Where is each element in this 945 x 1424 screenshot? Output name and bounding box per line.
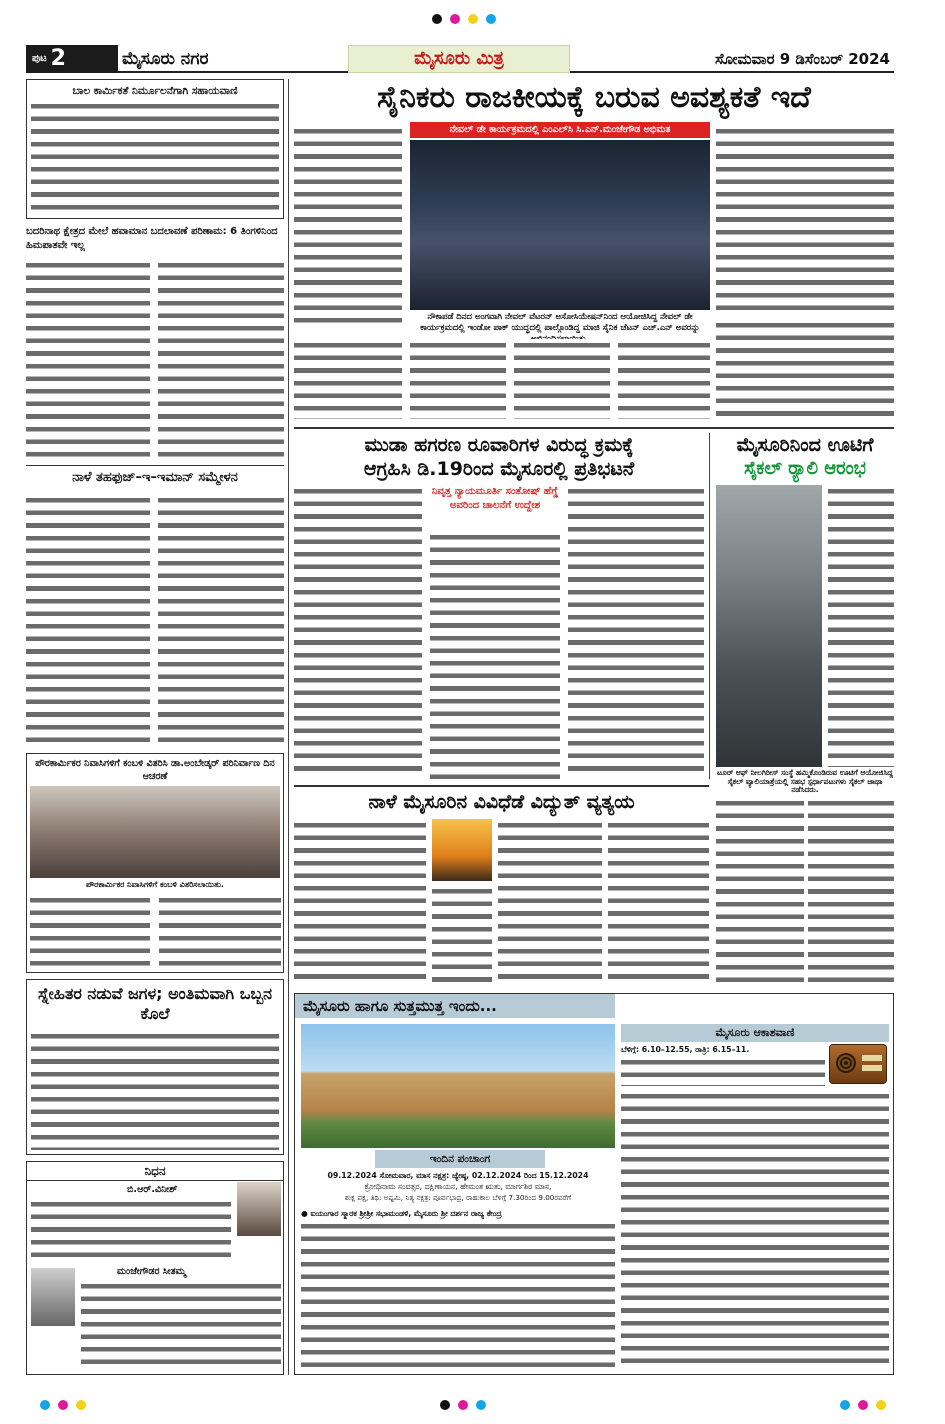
article-body: [410, 339, 506, 419]
page-number: 2: [50, 46, 66, 71]
events-first-line: ● ಐಯಂಗಾರ ಸ್ಮಾರಕ ಶ್ರೀಶ್ರೀ ಸಭಾಮಂಡಳಿ, ಮೈಸೂರು ಶ್ರೀ ದರ್ಶನ ರಾಜ್ಯ ಕೇಂದ್ರ: [301, 1209, 502, 1218]
ooty-headline-line1: ಮೈಸೂರಿನಿಂದ ಊಟಿಗೆ: [736, 434, 874, 456]
section-title: ಮೈಸೂರು ನಗರ: [122, 49, 209, 69]
article-body: [430, 531, 560, 779]
article-body: [608, 819, 709, 985]
panchanga-line2: ಕ್ರೋಧಿನಾಮ ಸಂವತ್ಸರ, ದಕ್ಷಿಣಾಯನ, ಹೇಮಂತ ಋತು, ಮಾರ್ಗಶಿರ ಮಾಸ,: [364, 1182, 552, 1191]
masthead: ಮೈಸೂರು ಮಿತ್ರ: [348, 45, 570, 73]
article-body: [498, 819, 602, 985]
obituary-heading: ನಿಧನ: [27, 1162, 283, 1181]
article-body: [828, 485, 894, 767]
article-body: [159, 894, 281, 968]
ambedkar-photo: [30, 786, 280, 878]
photo-caption: ಪೌರಕಾರ್ಮಿಕರ ನಿವಾಸಿಗಳಿಗೆ ಕಂಬಳಿ ವಿತರಿಸಲಾಯಿತು.: [86, 880, 224, 889]
article-body: [31, 1030, 279, 1150]
mysore-palace-photo: [301, 1024, 615, 1148]
panchanga-line: 09.12.2024 ಸೋಮವಾರ, ಮಾಸ ನಕ್ಷತ್ರ: ಜ್ಯೇಷ್ಠ, 02.12.2024 ರಿಂದ 15.12.2024: [327, 1171, 589, 1180]
newspaper-page: [26, 45, 894, 1380]
child-labour-title: ಬಾಲ ಕಾರ್ಮಿಕತೆ ನಿರ್ಮೂಲನೆಗಾಗಿ ಸಹಾಯವಾಣಿ: [72, 85, 238, 97]
cycle-rally-caption: ಟೂರ್ ಆಫ್ ನೀಲಗಿರೀಸ್ ಸಂಸ್ಥೆ ಹಮ್ಮಿಕೊಂಡಿರುವ ಊಟಿಗೆ ಆಯೋಜಿಸಿದ್ದ ಸೈಕಲ್ ವ್ಯಾಲಿಯಾತ್ರೆಯಲ್ಲಿ ಸಹಭ ಸ್ಪರ್ಧಾಪಟುಗಳು ಸೈಕಲ್ ಜಾಥಾ ನಡೆಸಿದರು.: [717, 768, 893, 794]
registration-dot: [876, 1400, 886, 1410]
article-body: [514, 339, 610, 419]
ooty-headline-line2: ಸೈಕಲ್ ರ್‍ಯಾಲಿ ಆರಂಭ: [744, 458, 866, 479]
article-body: [30, 894, 150, 968]
radio-schedule: [621, 1090, 889, 1370]
page-label: ಪುಟ: [32, 53, 47, 64]
obituary-text: [81, 1280, 281, 1370]
article-body: [716, 319, 894, 419]
registration-dot: [40, 1400, 50, 1410]
muda-headline: [294, 433, 704, 481]
article-body: [158, 259, 284, 459]
registration-dot: [58, 1400, 68, 1410]
article-body: [294, 485, 422, 779]
article-body: [432, 885, 492, 985]
radio-schedule: [621, 1056, 825, 1086]
column-rule: [709, 433, 710, 779]
article-body: [808, 797, 894, 987]
panchanga-line3: ಶುಕ್ಲ ಪಕ್ಷ, ತಿಥಿ: ಅಷ್ಟಮಿ, ನಿತ್ಯ ನಕ್ಷತ್ರ: ಪೂರ್ವಭಾದ್ರ, ರಾಹುಕಾಲ ಬೆಳಿಗ್ಗೆ 7.30ರಿಂದ 9.00ರವರೆಗೆ: [344, 1193, 572, 1202]
ooty-headline: [716, 433, 894, 481]
obit1-photo: [237, 1182, 281, 1236]
badrinath-title: ಬದರಿನಾಥ ಕ್ಷೇತ್ರದ ಮೇಲೆ ಹವಾಮಾನ ಬದಲಾವಣೆ ಪರಿಣಾಮ: 6 ತಿಂಗಳಿನಿಂದ ಹಿಮಪಾತವೇ ಇಲ್ಲ: [26, 226, 278, 251]
registration-dot: [432, 14, 442, 24]
article-body: [158, 494, 284, 744]
radio-timing: ಬೆಳಿಗ್ಗೆ: 6.10–12.55, ರಾತ್ರಿ: 6.15–11.: [621, 1045, 750, 1054]
friends-fight-article: [26, 979, 284, 1155]
registration-dot: [440, 1400, 450, 1410]
naval-day-caption: ನೌಕಾಪಡೆ ದಿನದ ಅಂಗವಾಗಿ ನೇವಲ್ ವೆಟರನ್ ಅಸೋಸಿಯೇಷನ್‌ನಿಂದ ಆಯೋಜಿಸಿದ್ದ ನೇವಲ್ ಡೇ ಕಾರ್ಯಕ್ರಮದಲ್ಲಿ ಇಂಡೋ ಪಾಕ್ ಯುದ್ಧದಲ್ಲಿ ಪಾಲ್ಗೊಂಡಿದ್ದ ಮಾಜಿ ಸೈನಿಕ ಚೆಟನ್ ಎಚ್.ಎನ್ ಅವರನ್ನು: [420, 312, 700, 333]
article-body: [26, 494, 150, 744]
radio-icon: [829, 1044, 887, 1084]
article-body: [716, 797, 804, 987]
article-body: [618, 339, 710, 419]
child-labour-helpline-box: [26, 79, 284, 219]
lead-strap: ನೇವಲ್ ಡೇ ಕಾರ್ಯಕ್ರಮದಲ್ಲಿ ಎಂಎಲ್‌ಸಿ ಸಿ.ಎನ್.ಮಂಜೇಗೌಡ ಅಭಿಮತ: [410, 122, 710, 138]
article-body: [294, 339, 402, 419]
registration-dot: [450, 14, 460, 24]
cycle-rally-photo: [716, 485, 822, 767]
article-body: [294, 125, 402, 325]
article-body: [26, 259, 150, 459]
obit2-name: ಮಂಜೇಗೌಡರ ಸೀತಮ್ಮ: [117, 1266, 186, 1277]
issue-date: ಸೋಮವಾರ 9 ಡಿಸೆಂಬರ್ 2024: [714, 50, 890, 68]
ambedkar-article: [26, 753, 284, 973]
today-banner: ಮೈಸೂರು ಹಾಗೂ ಸುತ್ತಮುತ್ತ ಇಂದು...: [295, 994, 615, 1018]
events-listing: [301, 1220, 615, 1370]
registration-dot: [468, 14, 478, 24]
registration-dot: [486, 14, 496, 24]
registration-dot: [76, 1400, 86, 1410]
article-body: [716, 125, 894, 315]
muda-pull-quote: ನಿವೃತ್ತ ನ್ಯಾಯಮೂರ್ತಿ ಸಂತೋಷ್ ಹೆಗ್ಡೆ ಅವರಿಂದ ಚಾಲನೆಗೆ ಉದ್ದೇಶ: [431, 486, 559, 511]
power-tower-photo: [432, 819, 492, 881]
power-headline: ನಾಳೆ ಮೈಸೂರಿನ ವಿವಿಧೆಡೆ ವಿದ್ಯುತ್ ವ್ಯತ್ಯಯ: [368, 791, 635, 813]
radio-title: ಮೈಸೂರು ಆಕಾಶವಾಣಿ: [621, 1024, 889, 1042]
registration-dot: [458, 1400, 468, 1410]
registration-dot: [476, 1400, 486, 1410]
page-header: [26, 45, 894, 73]
lead-headline: ಸೈನಿಕರು ರಾಜಕೀಯಕ್ಕೆ ಬರುವ ಅವಶ್ಯಕತೆ ಇದೆ: [377, 80, 811, 115]
horizontal-rule: [294, 427, 894, 429]
registration-dot: [840, 1400, 850, 1410]
muda-headline-line2: ಆಗ್ರಹಿಸಿ ಡಿ.19ರಿಂದ ಮೈಸೂರಲ್ಲಿ ಪ್ರತಿಭಟನೆ: [363, 458, 635, 480]
horizontal-rule: [294, 785, 709, 787]
article-body: [568, 485, 704, 779]
ambedkar-title: ಪೌರಕಾರ್ಮಿಕರ ನಿವಾಸಿಗಳಿಗೆ ಕಂಬಳಿ ವಿತರಿಸಿ ಡಾ.ಅಂಬೇಡ್ಕರ್ ಪರಿನಿರ್ವಾಣ ದಿನ ಆಚರಣೆ: [35, 758, 275, 782]
today-section: [294, 993, 894, 1375]
page-number-box: [26, 45, 118, 73]
badrinath-article: [26, 225, 284, 461]
obituary-section: [26, 1161, 284, 1375]
tahaffuz-title: ನಾಳೆ ತಹಫುಜ್‌–ಇ–ಇಮಾನ್‌ ಸಮ್ಮೇಳನ: [72, 470, 238, 485]
obituary-text: [31, 1198, 231, 1258]
article-body: [294, 819, 426, 985]
obit1-name: ಬಿ.ಆರ್.ವಿನೀಶ್: [127, 1184, 178, 1195]
panchanga-title: ಇಂದಿನ ಪಂಚಾಂಗ: [375, 1150, 545, 1168]
obit2-photo: [31, 1268, 75, 1326]
muda-headline-line1: ಮುಡಾ ಹಗರಣ ರೂವಾರಿಗಳ ವಿರುದ್ಧ ಕ್ರಮಕ್ಕೆ: [364, 434, 634, 456]
registration-dot: [858, 1400, 868, 1410]
article-body: [31, 100, 279, 212]
tahaffuz-article: [26, 465, 284, 749]
friends-fight-title: ಸ್ನೇಹಿತರ ನಡುವೆ ಜಗಳ; ಅಂತಿಮವಾಗಿ ಒಬ್ಬನ ಕೊಲೆ: [37, 984, 272, 1023]
naval-day-photo: [410, 140, 710, 310]
column-rule: [288, 79, 289, 1375]
